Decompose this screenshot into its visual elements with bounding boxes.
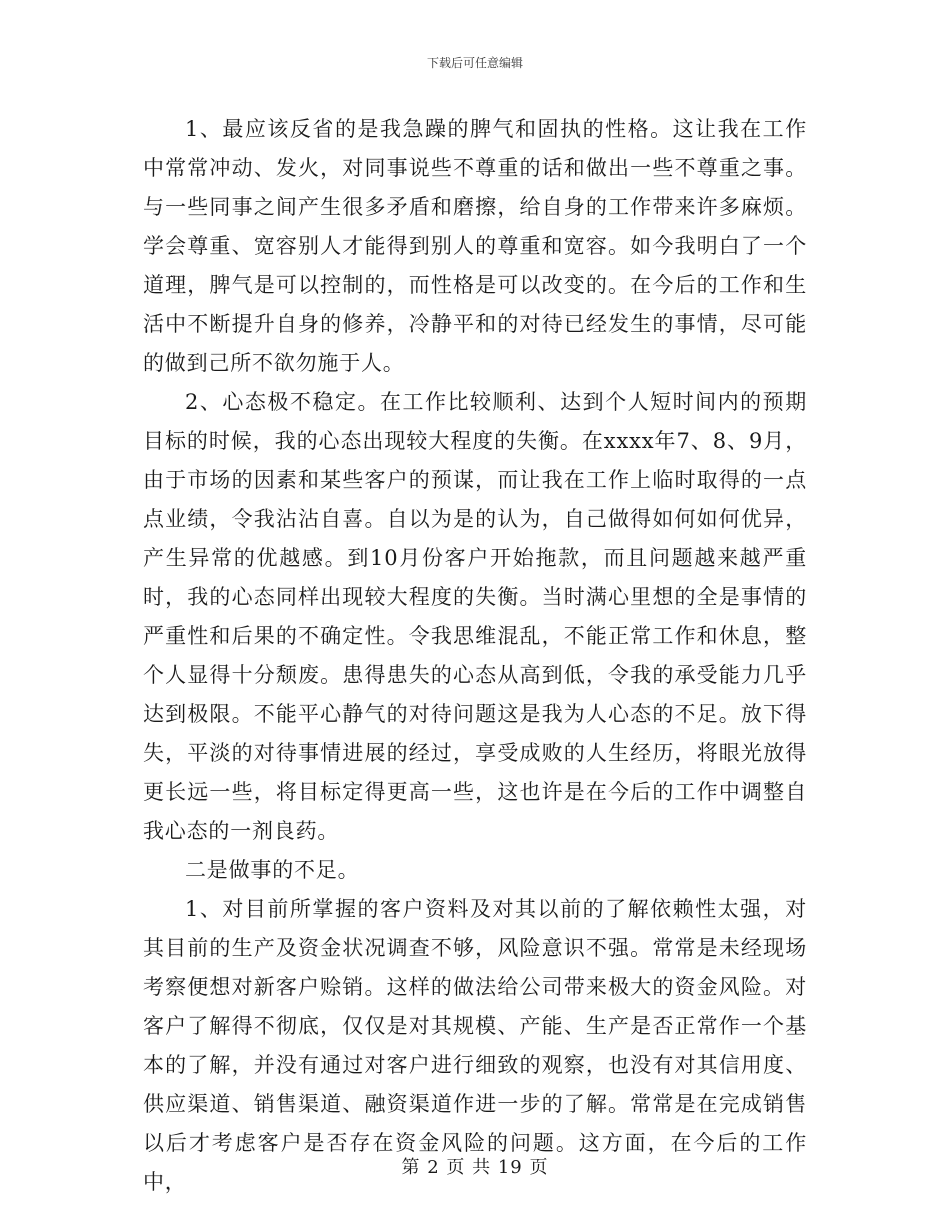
section-heading: 二是做事的不足。 <box>185 858 360 882</box>
page-number: 第 2 页 共 19 页 <box>401 1157 549 1178</box>
document-body <box>143 110 807 1202</box>
paragraph-2: 2、心态极不稳定。在工作比较顺利、达到个人短时间内的预期目标的时候，我的心态出现较大程度的失衡。在xxxx年7、8、9月，由于市场的因素和某些客户的预谋，而让我在工作上临时取得的一点点业绩，令我沾沾自喜。自以为是的认为，自己做得如何如何优异，产生异常的优越感。到10月份客户开始拖款，而且问题越来越严重时，我的心态同样出现较大程度的失衡。当时满心里想的全是事情的严重性和后果的不确定性。令我思维混乱，不能正常工作和休息，整个人显得十分颓废。患得患失的心态从高到低，令我的承受能力几乎达到极限。不能平心静气的对待问题这是我为人心态的不足。放下得失，平淡的对待事情进展的经过，享受成败的人生经历，将眼光放得更长远一些，将目标定得更高一些，这也许是在今后的工作中调整自我心态的一剂良药。 <box>143 390 807 843</box>
paragraph-1: 1、最应该反省的是我急躁的脾气和固执的性格。这让我在工作中常常冲动、发火，对同事说些不尊重的话和做出一些不尊重之事。与一些同事之间产生很多矛盾和磨擦，给自身的工作带来许多麻烦。学会尊重、宽容别人才能得到别人的尊重和宽容。如今我明白了一个道理，脾气是可以控制的，而性格是可以改变的。在今后的工作和生活中不断提升自身的修养，冷静平和的对待已经发生的事情，尽可能的做到己所不欲勿施于人。 <box>143 117 807 375</box>
paragraph-3: 1、对目前所掌握的客户资料及对其以前的了解依赖性太强，对其目前的生产及资金状况调查不够，风险意识不强。常常是未经现场考察便想对新客户赊销。这样的做法给公司带来极大的资金风险。对客户了解得不彻底，仅仅是对其规模、产能、生产是否正常作一个基本的了解，并没有通过对客户进行细致的观察，也没有对其信用度、供应渠道、销售渠道、融资渠道作进一步的了解。常常是在完成销售以后才考虑客户是否存在资金风险的问题。这方面，在今后的工作中， <box>143 897 807 1194</box>
page-header: 下载后可任意编辑 <box>426 56 523 70</box>
